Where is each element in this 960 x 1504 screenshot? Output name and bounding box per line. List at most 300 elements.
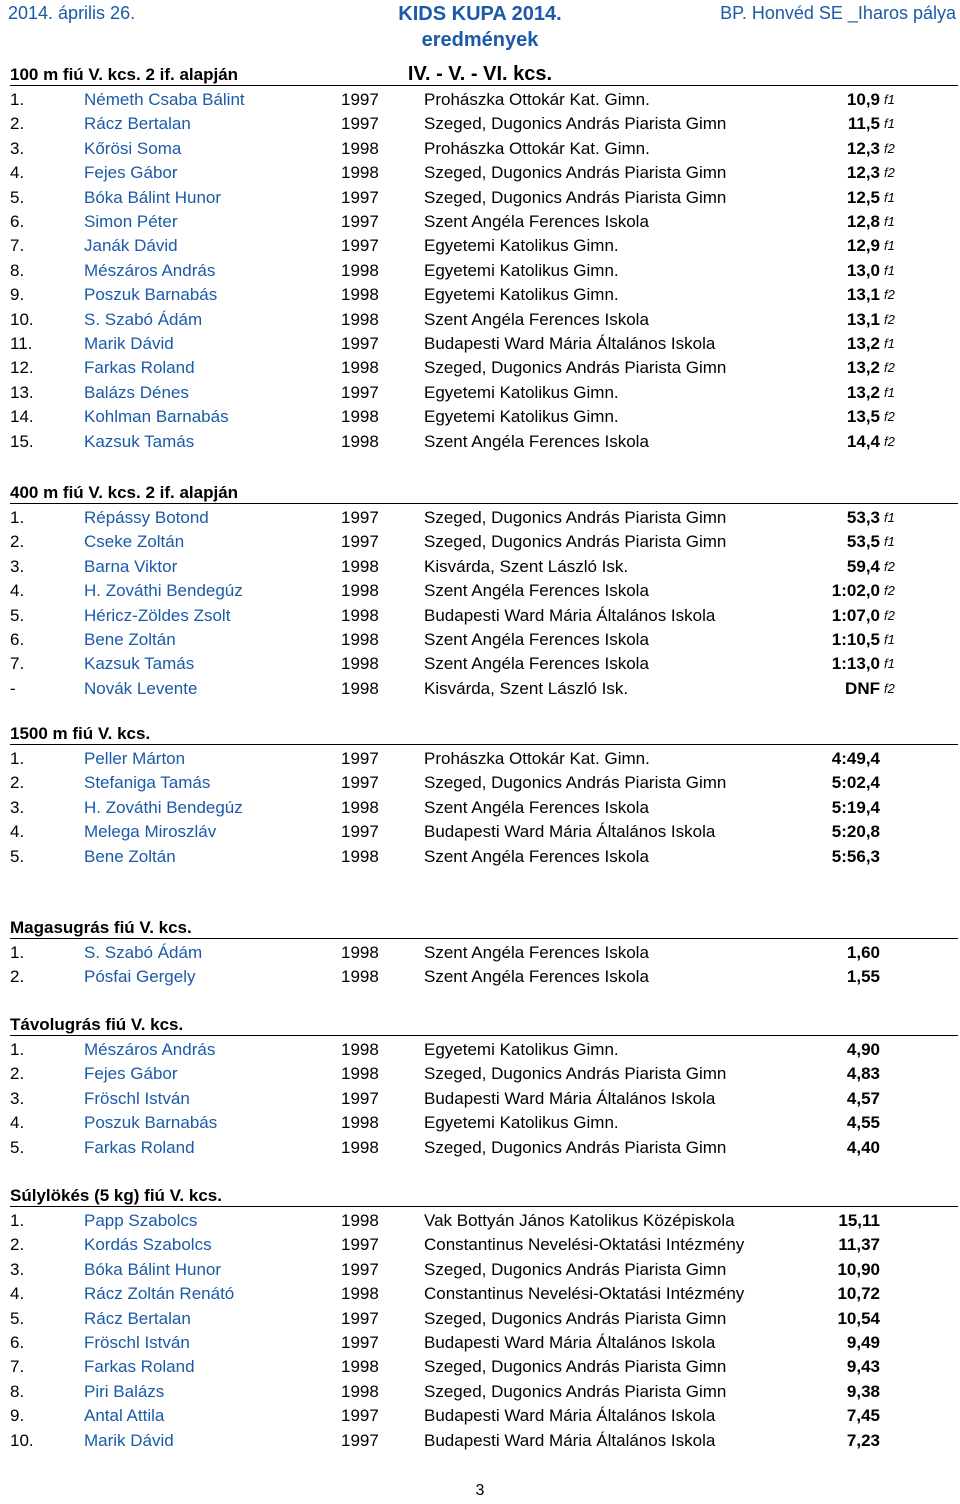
athlete-name: Fejes Gábor [84,163,178,183]
table-row [0,820,960,844]
birth-year: 1998 [341,1357,379,1377]
table-row [0,161,960,185]
result-value: 13,2 [846,358,880,378]
rank-cell: - [10,678,16,698]
table-row [0,796,960,820]
club-name: Szeged, Dugonics András Piarista Gimn [424,1137,727,1157]
athlete-name: Marik Dávid [84,1430,174,1450]
birth-year: 1998 [341,678,379,698]
birth-year: 1998 [341,309,379,329]
result-value: 4,83 [846,1064,880,1084]
birth-year: 1997 [341,532,379,552]
club-name: Szeged, Dugonics András Piarista Gimn [424,1381,727,1401]
result-value: 12,8 [846,212,880,231]
heat-label: f2 [884,409,895,425]
rank-cell: 2. [10,532,25,552]
birth-year: 1997 [341,508,379,527]
birth-year: 1998 [341,260,379,280]
result-value: 13,1 [846,285,880,305]
birth-year: 1997 [341,114,379,134]
rank-cell: 4. [10,1113,25,1133]
table-row [0,845,960,869]
club-name: Egyetemi Katolikus Gimn. [424,1113,619,1133]
section-title: Magasugrás fiú V. kcs. [10,917,958,939]
heat-label: f1 [884,632,895,647]
club-name: Constantinus Nevelési-Oktatási Intézmény [424,1284,745,1304]
birth-year: 1997 [341,187,379,207]
table-row [0,1355,960,1379]
athlete-name: Cseke Zoltán [84,532,185,552]
club-name: Szent Angéla Ferences Iskola [424,967,649,987]
table-row [0,628,960,652]
birth-year: 1998 [341,630,379,649]
result-value: 11,5 [847,114,880,134]
heat-label: f2 [884,140,895,156]
rank-cell: 5. [10,605,25,625]
birth-year: 1998 [341,285,379,305]
heat-label: f1 [884,116,895,132]
table-row [0,1258,960,1282]
result-value: 1:07,0 [831,605,880,625]
rank-cell: 1. [10,508,25,527]
heat-label: f1 [884,336,895,351]
rank-cell: 2. [10,1064,25,1084]
birth-year: 1998 [341,1211,379,1230]
result-value: 12,3 [846,163,880,183]
club-name: Szeged, Dugonics András Piarista Gimn [424,1064,727,1084]
result-value: 1,55 [846,967,880,987]
athlete-name: Janák Dávid [84,236,178,256]
rank-cell: 3. [10,1259,25,1279]
table-row [0,771,960,795]
birth-year: 1998 [341,358,379,378]
table-row [0,506,960,530]
birth-year: 1997 [341,1259,379,1279]
table-row [0,405,960,429]
result-value: 13,5 [846,407,880,427]
birth-year: 1998 [341,605,379,625]
athlete-name: H. Zováthi Bendegúz [84,797,243,817]
rank-cell: 3. [10,138,25,158]
birth-year: 1998 [341,431,379,451]
club-name: Budapesti Ward Mária Általános Iskola [424,1406,716,1426]
result-value: 13,2 [846,334,880,353]
athlete-name: Kohlman Barnabás [84,407,229,427]
result-value: 12,9 [846,236,880,256]
rank-cell: 15. [10,431,34,451]
rank-cell: 4. [10,163,25,183]
athlete-name: Piri Balázs [84,1381,165,1401]
result-value: 4,40 [846,1137,880,1157]
table-row [0,234,960,258]
rank-cell: 1. [10,749,25,768]
heat-label: f2 [884,433,895,449]
table-row [0,137,960,161]
result-value: 15,11 [838,1211,880,1230]
event-date: 2014. április 26. [8,3,136,23]
result-value: 4,57 [846,1088,880,1108]
table-row [0,1062,960,1086]
table-row [0,1282,960,1306]
athlete-name: Pósfai Gergely [84,967,196,987]
event-title: KIDS KUPA 2014. [398,3,562,25]
athlete-name: Kazsuk Tamás [84,431,195,451]
club-name: Szeged, Dugonics András Piarista Gimn [424,1357,727,1377]
birth-year: 1997 [341,773,379,793]
birth-year: 1997 [341,90,379,109]
rank-cell: 3. [10,556,25,576]
table-row [0,579,960,603]
rank-cell: 13. [10,382,34,402]
result-value: 5:56,3 [831,846,880,866]
result-value: 7,45 [846,1406,880,1426]
athlete-name: Fejes Gábor [84,1064,178,1084]
result-value: 4:49,4 [831,749,880,768]
club-name: Szent Angéla Ferences Iskola [424,846,649,866]
club-name: Egyetemi Katolikus Gimn. [424,382,619,402]
table-row [0,1331,960,1355]
athlete-name: Kőrösi Soma [84,138,182,158]
rank-cell: 9. [10,285,25,305]
club-name: Budapesti Ward Mária Általános Iskola [424,1333,716,1352]
birth-year: 1997 [341,334,379,353]
rank-cell: 1. [10,943,25,962]
result-value: 10,90 [837,1259,880,1279]
birth-year: 1997 [341,1333,379,1352]
heat-label: f2 [884,287,895,303]
heat-label: f1 [884,656,895,672]
table-row [0,555,960,579]
athlete-name: Rácz Bertalan [84,114,191,134]
club-name: Szent Angéla Ferences Iskola [424,212,649,231]
rank-cell: 4. [10,822,25,842]
heat-label: f2 [884,165,895,181]
heat-label: f2 [884,360,895,376]
club-name: Szent Angéla Ferences Iskola [424,431,649,451]
rank-cell: 5. [10,846,25,866]
birth-year: 1997 [341,1308,379,1328]
athlete-name: Farkas Roland [84,1357,195,1377]
rank-cell: 2. [10,1235,25,1255]
rank-cell: 4. [10,581,25,601]
heat-label: f1 [884,238,895,254]
club-name: Budapesti Ward Mária Általános Iskola [424,334,716,353]
birth-year: 1998 [341,407,379,427]
birth-year: 1997 [341,1235,379,1255]
birth-year: 1997 [341,1430,379,1450]
athlete-name: Poszuk Barnabás [84,1113,218,1133]
birth-year: 1998 [341,1064,379,1084]
athlete-name: Répássy Botond [84,508,209,527]
table-row [0,965,960,989]
table-row [0,1038,960,1062]
result-value: DNF [845,678,880,698]
club-name: Szent Angéla Ferences Iskola [424,797,649,817]
section-title: 1500 m fiú V. kcs. [10,723,958,745]
club-name: Prohászka Ottokár Kat. Gimn. [424,138,650,158]
rank-cell: 14. [10,407,34,427]
athlete-name: Antal Attila [84,1406,165,1426]
heat-label: f2 [884,558,895,574]
result-value: 14,4 [846,431,880,451]
rank-cell: 6. [10,1333,25,1352]
birth-year: 1998 [341,967,379,987]
rank-cell: 4. [10,1284,25,1304]
table-row [0,652,960,676]
club-name: Kisvárda, Szent László Isk. [424,556,629,576]
rank-cell: 8. [10,1381,25,1401]
rank-cell: 12. [10,358,34,378]
club-name: Szeged, Dugonics András Piarista Gimn [424,1259,727,1279]
table-row [0,186,960,210]
table-row [0,941,960,965]
birth-year: 1998 [341,1137,379,1157]
club-name: Szent Angéla Ferences Iskola [424,309,649,329]
club-name: Szeged, Dugonics András Piarista Gimn [424,773,727,793]
club-name: Egyetemi Katolikus Gimn. [424,1040,619,1059]
result-value: 10,54 [837,1308,880,1328]
heat-label: f1 [884,262,895,278]
birth-year: 1998 [341,1113,379,1133]
rank-cell: 3. [10,797,25,817]
result-value: 5:02,4 [831,773,880,793]
result-value: 1:02,0 [831,581,880,601]
athlete-name: Poszuk Barnabás [84,285,218,305]
table-row [0,283,960,307]
birth-year: 1997 [341,212,379,231]
club-name: Egyetemi Katolikus Gimn. [424,285,619,305]
result-value: 7,23 [846,1430,880,1450]
table-row [0,259,960,283]
birth-year: 1998 [341,797,379,817]
heat-label: f2 [884,311,895,327]
table-row [0,1136,960,1160]
athlete-name: Bene Zoltán [84,630,176,649]
rank-cell: 2. [10,773,25,793]
athlete-name: Rácz Zoltán Renátó [84,1284,235,1304]
table-row [0,210,960,234]
club-name: Egyetemi Katolikus Gimn. [424,407,619,427]
athlete-name: Stefaniga Tamás [84,773,211,793]
athlete-name: Simon Péter [84,212,178,231]
club-name: Egyetemi Katolikus Gimn. [424,236,619,256]
rank-cell: 5. [10,1137,25,1157]
club-name: Prohászka Ottokár Kat. Gimn. [424,749,650,768]
birth-year: 1998 [341,846,379,866]
rank-cell: 2. [10,114,25,134]
result-value: 53,5 [846,532,880,552]
section-title: Távolugrás fiú V. kcs. [10,1014,958,1036]
result-value: 4,90 [846,1040,880,1059]
birth-year: 1997 [341,382,379,402]
table-row [0,1111,960,1135]
athlete-name: Héricz-Zöldes Zsolt [84,605,231,625]
athlete-name: Marik Dávid [84,334,174,353]
result-value: 4,55 [846,1113,880,1133]
table-row [0,1209,960,1233]
result-value: 9,43 [846,1357,880,1377]
table-row [0,530,960,554]
section-title: 400 m fiú V. kcs. 2 if. alapján [10,482,958,504]
heat-label: f2 [884,607,895,623]
rank-cell: 7. [10,236,25,256]
rank-cell: 1. [10,90,25,109]
club-name: Szeged, Dugonics András Piarista Gimn [424,187,727,207]
heat-label: f1 [884,92,895,107]
rank-cell: 7. [10,1357,25,1377]
rank-cell: 11. [10,334,33,353]
athlete-name: Fröschl István [84,1333,190,1352]
table-row [0,332,960,356]
athlete-name: Németh Csaba Bálint [84,90,245,109]
table-row [0,308,960,332]
table-row [0,1380,960,1404]
birth-year: 1997 [341,1406,379,1426]
result-value: 1:10,5 [831,630,880,649]
birth-year: 1998 [341,1381,379,1401]
result-value: 13,2 [846,382,880,402]
athlete-name: Melega Miroszláv [84,822,217,842]
athlete-name: Bene Zoltán [84,846,176,866]
section-title: Súlylökés (5 kg) fiú V. kcs. [10,1185,958,1207]
athlete-name: Fröschl István [84,1088,190,1108]
club-name: Szent Angéla Ferences Iskola [424,943,649,962]
rank-cell: 1. [10,1211,25,1230]
birth-year: 1998 [341,654,379,674]
heat-label: f1 [884,384,895,400]
birth-year: 1998 [341,1040,379,1059]
rank-cell: 10. [10,309,34,329]
page-number: 3 [475,1482,485,1499]
athlete-name: Farkas Roland [84,358,195,378]
result-value: 53,3 [846,508,880,527]
rank-cell: 1. [10,1040,25,1059]
club-name: Egyetemi Katolikus Gimn. [424,260,619,280]
club-name: Budapesti Ward Mária Általános Iskola [424,822,716,842]
result-value: 1:13,0 [831,654,880,674]
athlete-name: Farkas Roland [84,1137,195,1157]
table-row [0,88,960,112]
rank-cell: 3. [10,1088,25,1108]
event-subtitle: eredmények [421,29,539,51]
athlete-name: Kazsuk Tamás [84,654,195,674]
heat-label: f1 [884,534,895,550]
club-name: Szeged, Dugonics András Piarista Gimn [424,358,727,378]
club-name: Budapesti Ward Mária Általános Iskola [424,605,716,625]
result-value: 9,38 [846,1381,880,1401]
table-row [0,604,960,628]
birth-year: 1997 [341,236,379,256]
birth-year: 1997 [341,749,379,768]
result-value: 12,5 [846,187,880,207]
rank-cell: 5. [10,187,25,207]
heat-label: f1 [884,214,895,229]
birth-year: 1998 [341,943,379,962]
result-value: 11,37 [838,1235,880,1255]
rank-cell: 6. [10,212,25,231]
table-row [0,430,960,454]
table-row [0,1233,960,1257]
rank-cell: 6. [10,630,25,649]
rank-cell: 9. [10,1406,25,1426]
heat-label: f1 [884,189,895,205]
rank-cell: 2. [10,967,25,987]
result-value: 10,72 [837,1284,880,1304]
table-row [0,1087,960,1111]
result-value: 12,3 [846,138,880,158]
athlete-name: Balázs Dénes [84,382,189,402]
club-name: Vak Bottyán János Katolikus Középiskola [424,1211,735,1230]
table-row [0,356,960,380]
age-categories: IV. - V. - VI. kcs. [407,63,553,85]
table-row [0,1429,960,1453]
club-name: Szent Angéla Ferences Iskola [424,654,649,674]
athlete-name: S. Szabó Ádám [84,943,203,962]
result-value: 13,1 [846,309,880,329]
rank-cell: 10. [10,1430,34,1450]
athlete-name: Papp Szabolcs [84,1211,198,1230]
rank-cell: 7. [10,654,25,674]
athlete-name: S. Szabó Ádám [84,309,203,329]
athlete-name: H. Zováthi Bendegúz [84,581,243,601]
club-name: Szent Angéla Ferences Iskola [424,581,649,601]
birth-year: 1998 [341,1284,379,1304]
table-row [0,677,960,701]
athlete-name: Bóka Bálint Hunor [84,1259,222,1279]
athlete-name: Mészáros András [84,1040,216,1059]
birth-year: 1997 [341,822,379,842]
birth-year: 1998 [341,556,379,576]
club-name: Prohászka Ottokár Kat. Gimn. [424,90,650,109]
athlete-name: Bóka Bálint Hunor [84,187,222,207]
rank-cell: 5. [10,1308,25,1328]
result-value: 10,9 [846,90,880,109]
result-value: 9,49 [846,1333,880,1352]
athlete-name: Rácz Bertalan [84,1308,191,1328]
club-name: Szeged, Dugonics András Piarista Gimn [424,114,727,134]
club-name: Kisvárda, Szent László Isk. [424,678,629,698]
birth-year: 1997 [341,1088,379,1108]
athlete-name: Barna Viktor [84,556,178,576]
table-row [0,112,960,136]
birth-year: 1998 [341,138,379,158]
section-title: 100 m fiú V. kcs. 2 if. alapján [10,64,958,86]
club-name: Szeged, Dugonics András Piarista Gimn [424,163,727,183]
birth-year: 1998 [341,581,379,601]
rank-cell: 8. [10,260,25,280]
heat-label: f2 [884,583,895,599]
club-name: Szeged, Dugonics András Piarista Gimn [424,508,727,527]
result-value: 5:19,4 [831,797,880,817]
athlete-name: Mészáros András [84,260,216,280]
club-name: Budapesti Ward Mária Általános Iskola [424,1088,716,1108]
result-value: 13,0 [846,260,880,280]
heat-label: f1 [884,510,895,525]
result-value: 59,4 [846,556,880,576]
table-row [0,1307,960,1331]
table-row [0,1404,960,1428]
event-venue: BP. Honvéd SE _Iharos pálya [720,3,956,23]
table-row [0,747,960,771]
result-value: 1,60 [846,943,880,962]
club-name: Szeged, Dugonics András Piarista Gimn [424,1308,727,1328]
club-name: Szent Angéla Ferences Iskola [424,630,649,649]
birth-year: 1998 [341,163,379,183]
athlete-name: Novák Levente [84,678,198,698]
heat-label: f2 [884,680,895,696]
athlete-name: Peller Márton [84,749,186,768]
club-name: Constantinus Nevelési-Oktatási Intézmény [424,1235,745,1255]
